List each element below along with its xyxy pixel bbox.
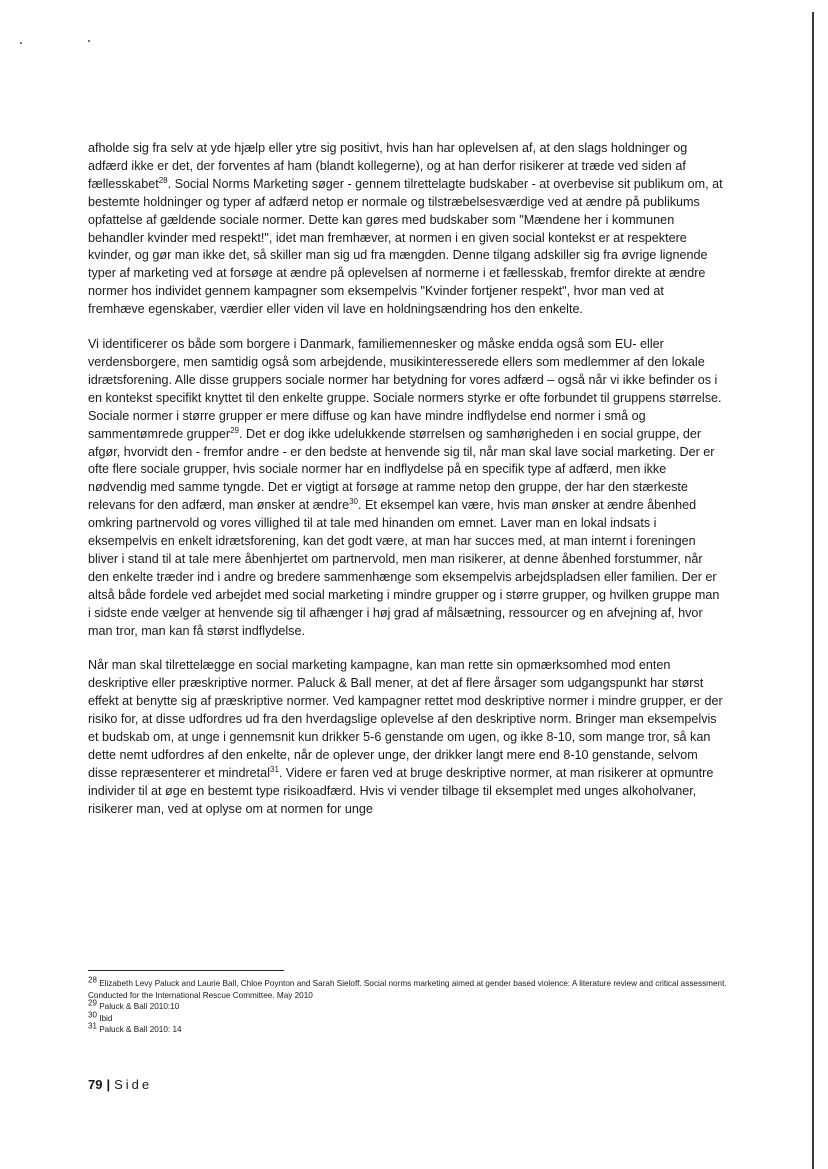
paragraph-2-text-a: Vi identificerer os både som borgere i Danmark, familiemennesker og måske endda også som EU- eller verdensborgere, men samtidig også som arbejdende, musikinteresserede ellers som medlemmer af den lokale idrætsforening. Alle disse gruppers sociale normer har betydning for vores adfærd – også når vi ikke befinder os i en kontekst specifikt knyttet til den enkelte gruppe. Sociale normers styrke er ofte forbundet til gruppens størrelse. Sociale normer i større grupper er mere diffuse og kan have mindre indflydelse end normer i små og sammentømrede grupper	[88, 337, 722, 441]
page-number: 79	[88, 1077, 103, 1092]
scan-speck	[20, 42, 22, 44]
footnote-text: Paluck & Ball 2010:10	[99, 1002, 180, 1011]
footnote-mark: 30	[88, 1009, 97, 1019]
paragraph-1-text-a: afholde sig fra selv at yde hjælp eller ytre sig positivt, hvis han har oplevelsen af, at den slags holdninger og adfærd ikke er det, der forventes af ham (blandt kollegerne), og at han derfor risikerer at træde ved siden af fællesskabet	[88, 141, 688, 191]
paragraph-1-text-b: . Social Norms Marketing søger - gennem tilrettelagte budskaber - at overbevise sit publikum om, at bestemte holdninger og typer af adfærd netop er normale og tilstræbelsesværdige ved at ændre på publikums opfattelse af gældende sociale normer. Dette kan gøres med budskaber som "Mændene her i kommunen behandler kvinder med respekt!", idet man fremhæver, at normen i en given social kontekst er at respektere kvinder, og gør man ikke det, så skiller man sig ud fra mængden. Denne tilgang adskiller sig fra øvrige lignende typer af marketing ved at forsøge at ændre på oplevelsen af normerne i et fællesskab, fremfor direkte at ændre normer hos individet gennem kampagner som eksempelvis "Kvinder fortjener respekt", hvor man ved at fremhæve egenskaber, værdier eller viden vil lave en holdningsændring hos den enkelte.	[88, 176, 723, 317]
footnote-text: Ibid	[99, 1013, 113, 1023]
footnote-28	[88, 975, 738, 1001]
scan-edge-line	[812, 12, 814, 1169]
footnote-ref-29: 29	[230, 425, 239, 435]
footnote-29	[88, 998, 738, 1013]
footer-side-label: Side	[114, 1077, 153, 1092]
footnote-mark: 28	[88, 975, 97, 985]
footnote-separator	[88, 970, 284, 971]
paragraph-3-text-b: . Videre er faren ved at bruge deskriptive normer, at man risikerer at opmuntre individer til at øge en bestemt type risikoadfærd. Hvis vi vender tilbage til eksemplet med unges alkoholvaner, risikerer man, ved at oplyse om at normen for unge	[88, 765, 714, 816]
footnote-ref-30: 30	[349, 497, 359, 507]
paragraph-2-text-b: . Det er dog ikke udelukkende størrelsen og samhørigheden i en social gruppe, der afgør, hvorvidt den - fremfor andre - er den bedste at henvende sig til, når man skal lave social marketing. Der er ofte flere sociale grupper, hvis sociale normer har en indflydelse på en specifik type af adfærd, men ikke nødvendig med samme tyngde. Det er vigtigt at forsøge at ramme netop den gruppe, der har den stærkeste relevans for den adfærd, man ønsker at ændre	[88, 426, 715, 513]
footnote-ref-31: 31	[270, 764, 279, 774]
footnote-30	[88, 1009, 738, 1025]
body-text	[88, 140, 724, 836]
paragraph-1	[88, 140, 724, 319]
paragraph-2	[88, 336, 724, 640]
paragraph-3	[88, 657, 724, 818]
paragraph-2-text-c: . Et eksempel kan være, hvis man ønsker at ændre åbenhed omkring partnervold og vores villighed til at tale med hinanden om emnet. Laver man en lokal indsats i eksempelvis en enkelt idrætsforening, kan det godt være, at man har succes med, at man internt i foreningen bliver i stand til at tale mere åbenhjertet om partnervold, men man risikerer, at denne åbenhed forstummer, når den enkelte træder ind i andre og bredere sammenhænge som eksempelvis arbejdspladsen eller familien. Der er altså både fordele ved arbejdet med social marketing i mindre grupper og i større grupper, og hvilken gruppe man i sidste ende vælger at henvende sig til afhænger i høj grad af målsætning, ressourcer og en afvejning af, hvor man tror, man kan få størst indflydelse.	[88, 498, 720, 638]
footnote-mark: 29	[88, 998, 97, 1008]
footnote-text: Paluck & Ball 2010: 14	[99, 1025, 182, 1034]
footnote-31	[88, 1021, 738, 1036]
footnote-text: Elizabeth Levy Paluck and Laurie Ball, Chloe Poynton and Sarah Sieloff. Social norms marketing aimed at gender based violence: A literature review and critical assessment. Conducted for the International Rescue Committee. May 2010	[88, 979, 727, 1000]
footer-separator: |	[106, 1077, 111, 1092]
footnote-mark: 31	[88, 1021, 97, 1031]
footnote-ref-28: 28	[158, 175, 168, 185]
page-footer	[88, 1077, 152, 1092]
scan-speck	[88, 40, 90, 42]
footnotes	[88, 975, 738, 1036]
paragraph-3-text-a: Når man skal tilrettelægge en social marketing kampagne, kan man rette sin opmærksomhed mod enten deskriptive eller præskriptive normer. Paluck & Ball mener, at det af flere årsager som udgangspunkt har størst effekt at benytte sig af præskriptive normer. Ved kampagner rettet mod deskriptive normer i mindre grupper, er der risiko for, at disse udfordres ud fra den hverdagslige oplevelse af den deskriptive norm. Bringer man eksempelvis et budskab om, at unge i gennemsnit kun drikker 5-6 genstande om ugen, og ikke 8-10, som mange tror, så kan dette nemt udfordres af den enkelte, når de oplever unge, der drikker langt mere end 8-10 genstande, selvom disse repræsenterer et mindretal	[88, 658, 723, 780]
